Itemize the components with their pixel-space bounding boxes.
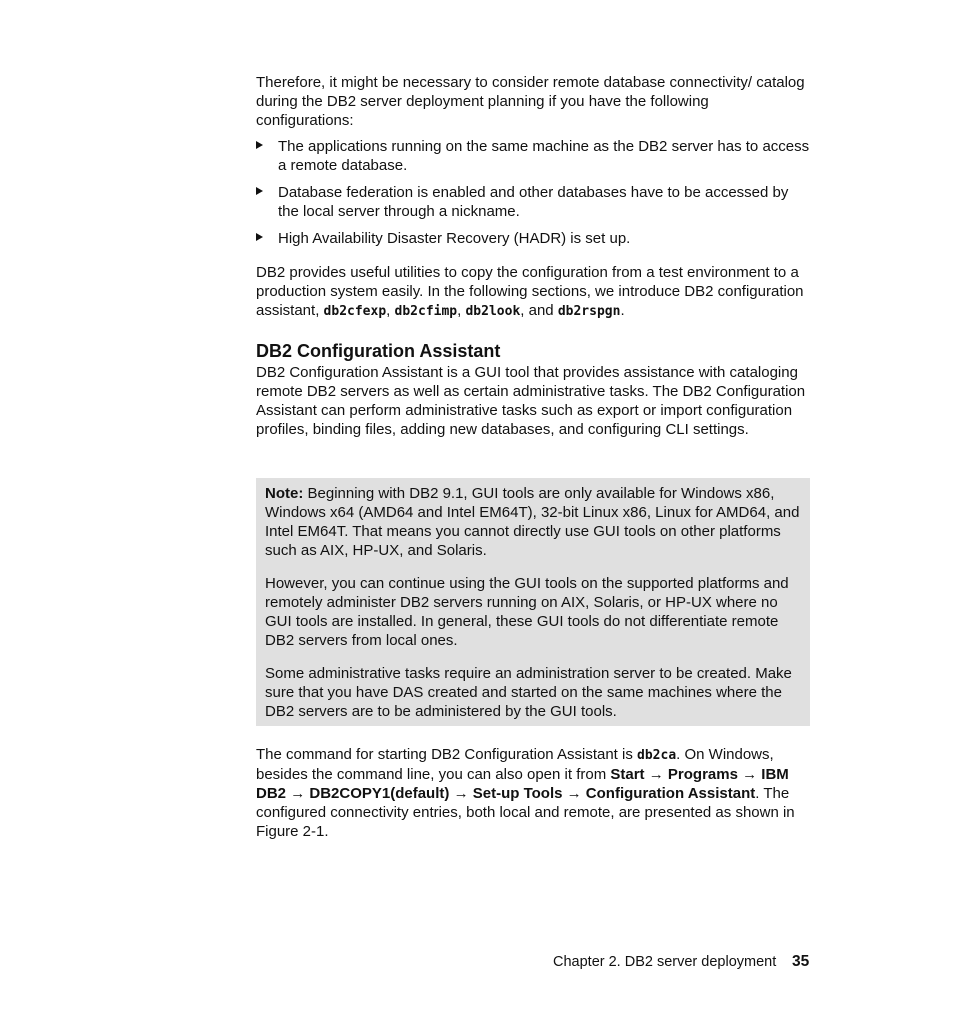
command-db2ca: db2ca xyxy=(637,748,677,763)
arrow-icon: → xyxy=(290,785,306,802)
menu-configuration-assistant: Configuration Assistant xyxy=(585,785,756,802)
separator: . xyxy=(620,302,625,319)
utilities-paragraph xyxy=(256,263,810,321)
note-paragraph-2: However, you can continue using the GUI tools on the supported platforms and remotely administer DB2 servers running on AIX, Solaris, or HP-UX where no GUI tools are installed. In general, these GUI tools do not differentiate remote DB2 servers from local ones. xyxy=(265,575,789,649)
note-paragraph-1 xyxy=(265,484,801,560)
list-item xyxy=(256,229,810,248)
menu-ibm-db2: IBM DB2 xyxy=(256,766,789,802)
command-text-2: . On Windows, besides the command line, you can also open it from xyxy=(256,746,774,783)
list-item xyxy=(256,137,810,175)
command-db2rspgn: db2rspgn xyxy=(557,304,621,319)
note-label: Note: xyxy=(265,485,304,502)
menu-db2copy1: DB2COPY1(default) xyxy=(309,785,450,802)
utilities-text: DB2 provides useful utilities to copy the configuration from a test environment to a production system easily. In the following sections, we introduce DB2 configuration assistant, xyxy=(256,264,804,319)
bullet-text: High Availability Disaster Recovery (HADR) is set up. xyxy=(278,230,631,247)
command-paragraph xyxy=(256,745,810,841)
note-paragraph-3: Some administrative tasks require an administration server to be created. Make sure that you have DAS created and started on the same machines where the DB2 servers are to be administered by the GUI tools. xyxy=(265,665,792,720)
note-text-1: Beginning with DB2 9.1, GUI tools are only available for Windows x86, Windows x64 (AMD64 and Intel EM64T), 32-bit Linux x86, Linux for AMD64, and Intel EM64T. That means you cannot directly use GUI tools on other platforms such as AIX, HP-UX, and Solaris. xyxy=(265,485,800,559)
list-item xyxy=(256,183,810,221)
separator: , xyxy=(457,302,462,319)
bullet-text: The applications running on the same machine as the DB2 server has to access a remote database. xyxy=(278,138,810,174)
command-text-3: . The configured connectivity entries, both local and remote, are presented as shown in Figure 2-1. xyxy=(256,785,795,840)
command-text-1: The command for starting DB2 Configuration Assistant is xyxy=(256,746,633,763)
menu-setup-tools: Set-up Tools xyxy=(472,785,563,802)
section-heading: DB2 Configuration Assistant xyxy=(256,341,501,361)
bullet-triangle-icon xyxy=(256,141,263,149)
menu-start: Start xyxy=(610,766,645,783)
note-box xyxy=(256,478,810,726)
arrow-icon: → xyxy=(648,766,664,783)
bullet-list xyxy=(256,137,810,256)
bullet-triangle-icon xyxy=(256,187,263,195)
arrow-icon: → xyxy=(453,785,469,802)
arrow-icon: → xyxy=(742,766,758,783)
arrow-icon: → xyxy=(566,785,582,802)
menu-programs: Programs xyxy=(667,766,738,783)
separator: , and xyxy=(520,302,554,319)
bullet-text: Database federation is enabled and other databases have to be accessed by the local server through a nickname. xyxy=(278,184,789,220)
command-db2look: db2look xyxy=(465,304,521,319)
page-number: 35 xyxy=(792,953,810,970)
command-db2cfimp: db2cfimp xyxy=(394,304,458,319)
footer-chapter: Chapter 2. DB2 server deployment xyxy=(553,954,777,970)
intro-paragraph: Therefore, it might be necessary to consider remote database connectivity/ catalog during the DB2 server deployment planning if you have the following configurations: xyxy=(256,74,805,129)
assistant-paragraph: DB2 Configuration Assistant is a GUI tool that provides assistance with cataloging remote DB2 servers as well as certain administrative tasks. The DB2 Configuration Assistant can perform administrative tasks such as export or import configuration profiles, binding files, adding new databases, and configuring CLI settings. xyxy=(256,364,806,438)
bullet-triangle-icon xyxy=(256,233,263,241)
command-db2cfexp: db2cfexp xyxy=(323,304,387,319)
separator: , xyxy=(386,302,391,319)
